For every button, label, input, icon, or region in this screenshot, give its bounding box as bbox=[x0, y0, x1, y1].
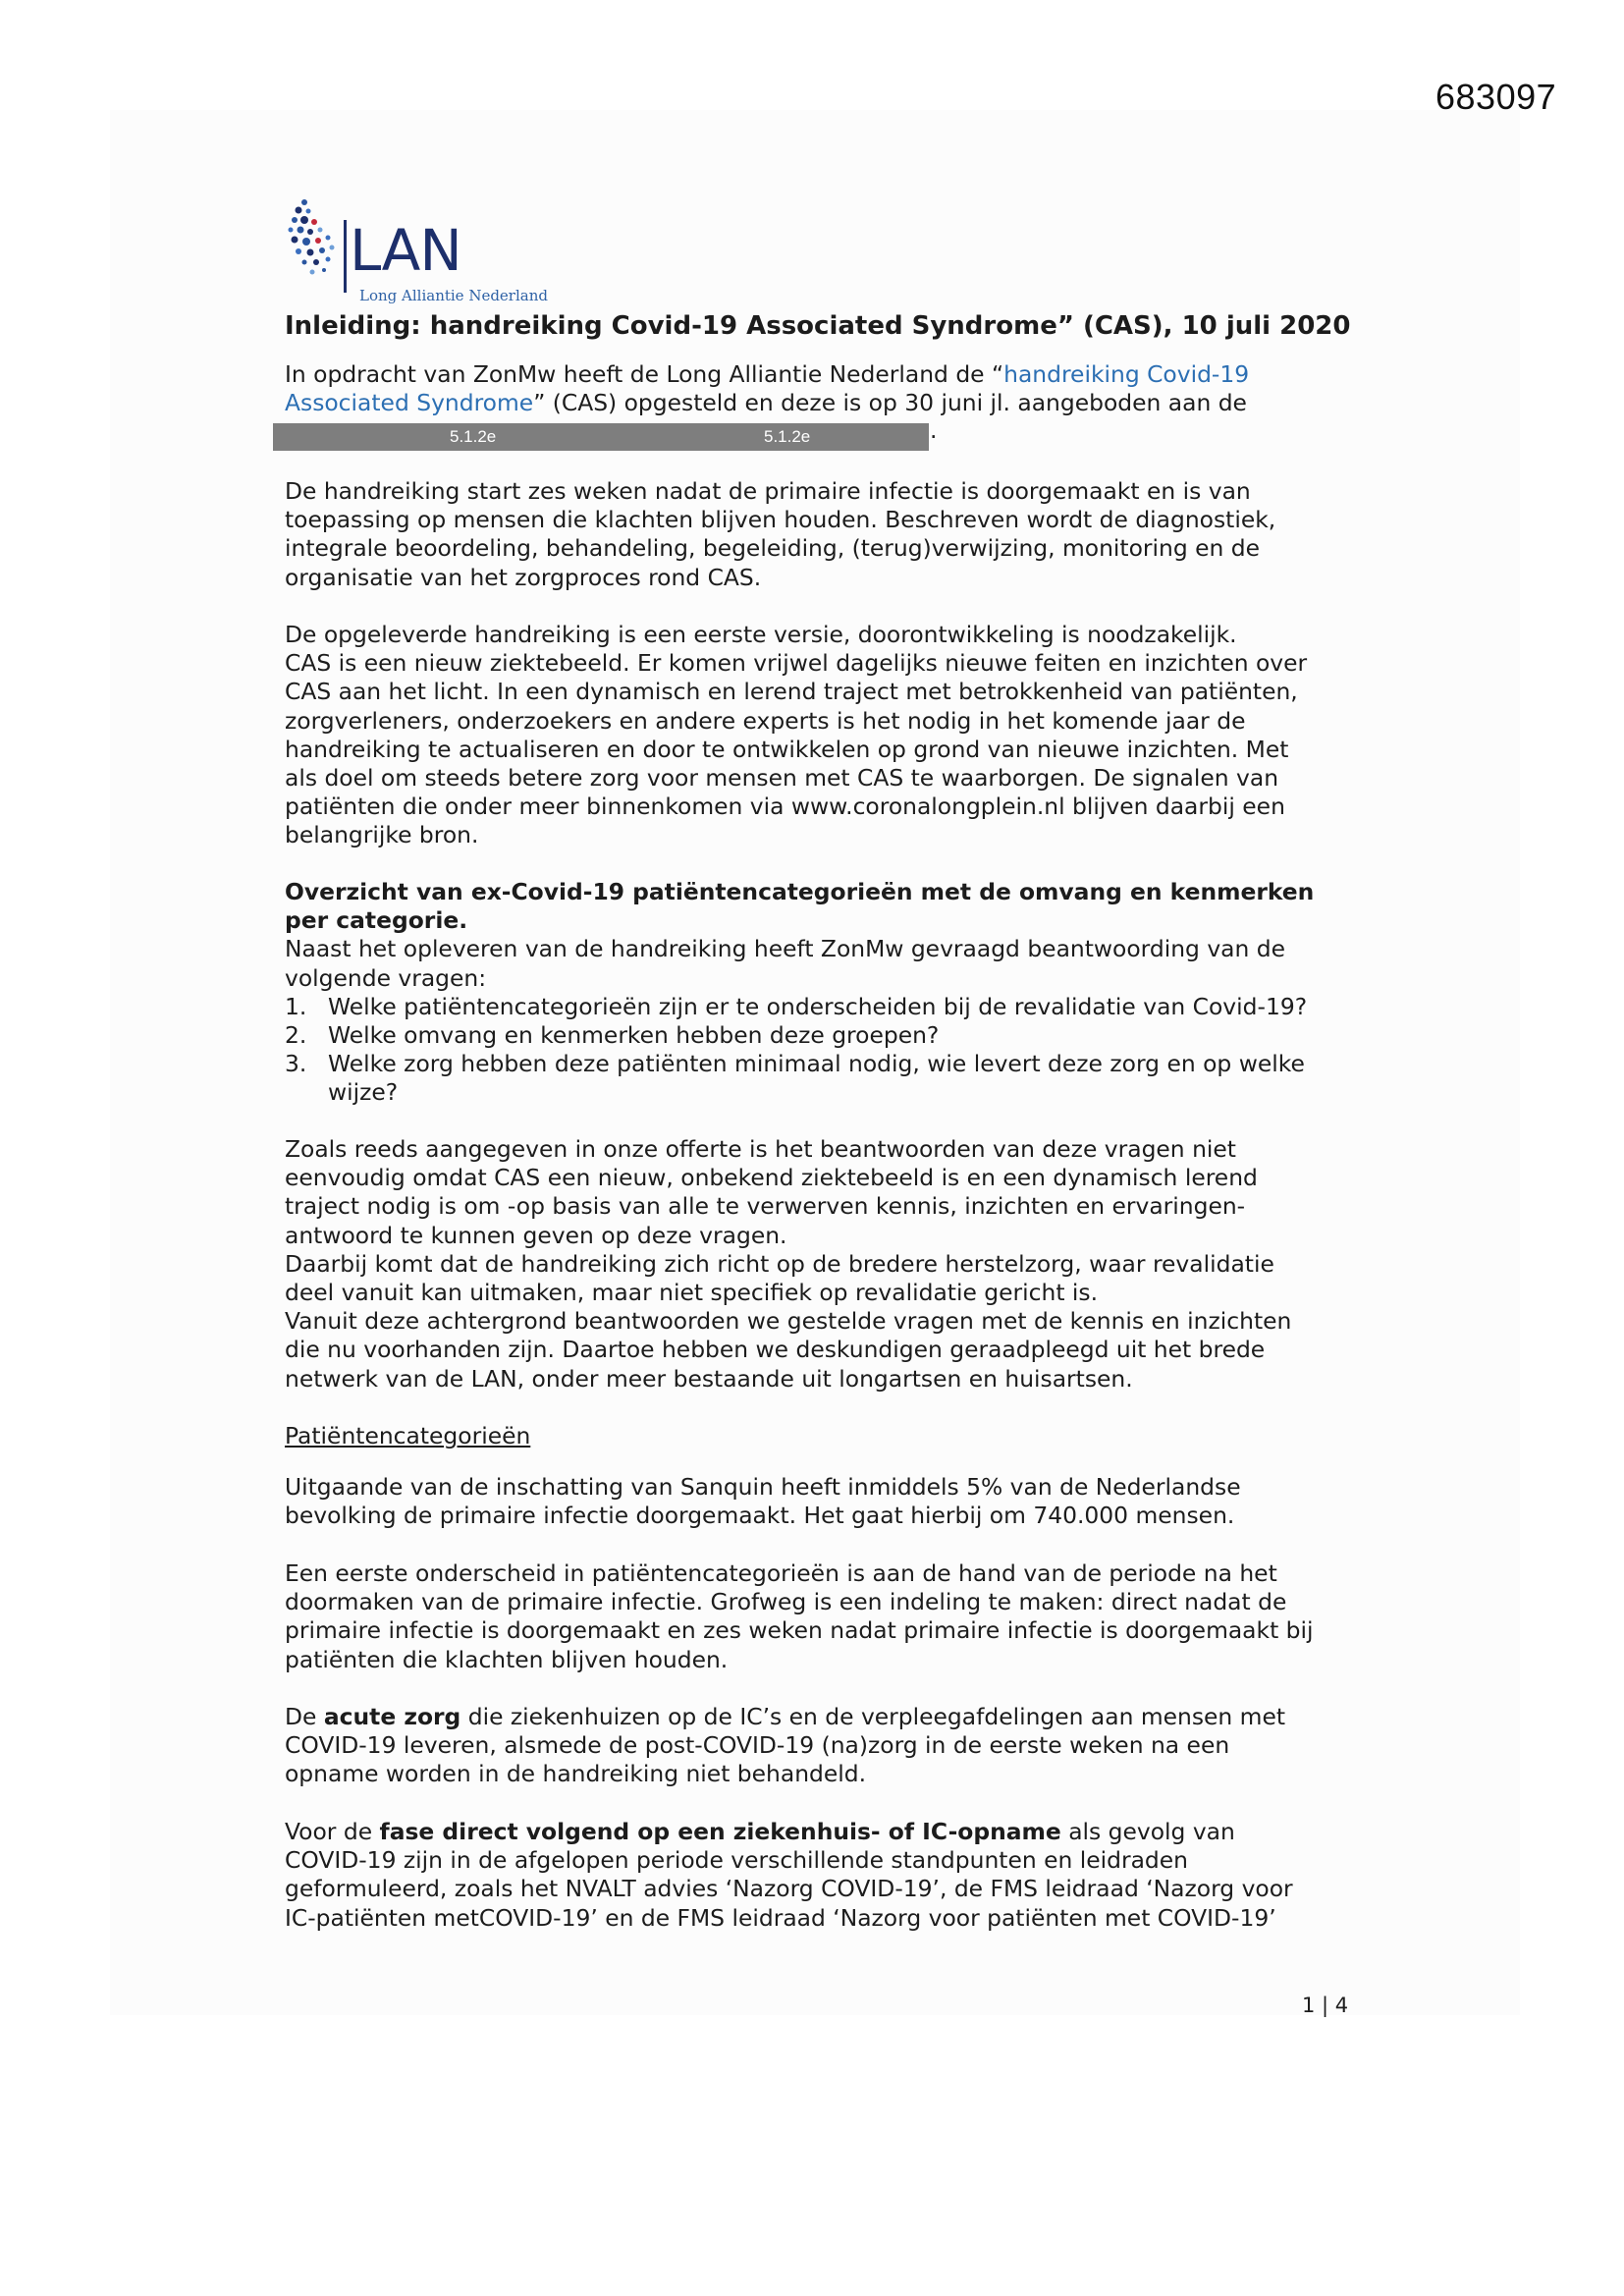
text-line: die nu voorhanden zijn. Daartoe hebben we deskundigen geraadpleegd uit het brede bbox=[285, 1336, 1266, 1364]
text-line: deel vanuit kan uitmaken, maar niet specifiek op revalidatie gericht is. bbox=[285, 1278, 1099, 1306]
logo-wordmark: LAN bbox=[350, 217, 461, 284]
intro-text: ” (CAS) opgesteld en deze is op 30 juni jl. aangeboden aan de bbox=[533, 389, 1247, 417]
text-line bbox=[285, 1818, 1355, 1846]
text-line: netwerk van de LAN, onder meer bestaande uit longartsen en huisartsen. bbox=[285, 1364, 1133, 1393]
question-text: Welke zorg hebben deze patiënten minimaal nodig, wie levert deze zorg en op welke bbox=[328, 1050, 1305, 1078]
paragraph-scope bbox=[285, 477, 1355, 592]
text-line bbox=[285, 1703, 1355, 1731]
question-text: Welke omvang en kenmerken hebben deze groepen? bbox=[328, 1020, 940, 1049]
section-heading-continued: per categorie. bbox=[285, 906, 468, 935]
paragraph-distinction bbox=[285, 1559, 1355, 1674]
subheading-block bbox=[285, 1422, 1355, 1450]
redaction-code-1: 5.1.2e bbox=[450, 427, 497, 446]
text-line: patiënten die onder meer binnenkomen via www.coronalongplein.nl blijven daarbij een bbox=[285, 793, 1285, 821]
question-number: 2. bbox=[285, 1020, 307, 1049]
question-item bbox=[285, 1050, 1355, 1078]
text-line: Een eerste onderscheid in patiëntencategorieën is aan de hand van de periode na het bbox=[285, 1559, 1277, 1587]
question-number: 3. bbox=[285, 1050, 307, 1078]
question-text: wijze? bbox=[328, 1078, 399, 1107]
text-line: De handreiking start zes weken nadat de primaire infectie is doorgemaakt en is van bbox=[285, 477, 1251, 505]
text-line: CAS aan het licht. In een dynamisch en lerend traject met betrokkenheid van patiënten, bbox=[285, 678, 1298, 706]
text-line: handreiking te actualiseren en door te ontwikkelen op grond van nieuwe inzichten. Met bbox=[285, 735, 1289, 763]
text-line: Zoals reeds aangegeven in onze offerte is het beantwoorden van deze vragen niet bbox=[285, 1135, 1236, 1163]
text-line: COVID-19 leveren, alsmede de post-COVID-19 (na)zorg in de eerste weken na een bbox=[285, 1731, 1230, 1760]
page-number: 1 | 4 bbox=[1302, 1994, 1349, 2017]
text-line: Naast het opleveren van de handreiking heeft ZonMw gevraagd beantwoording van de bbox=[285, 935, 1285, 963]
text-line: belangrijke bron. bbox=[285, 821, 479, 849]
logo-dots-icon bbox=[287, 196, 346, 291]
redaction-code-2: 5.1.2e bbox=[764, 427, 811, 446]
document-number: 683097 bbox=[1435, 77, 1557, 117]
redaction-period: . bbox=[930, 416, 938, 444]
paragraph-sanquin bbox=[285, 1473, 1355, 1530]
logo-subtitle: Long Alliantie Nederland bbox=[359, 287, 548, 304]
section-overview bbox=[285, 878, 1355, 1108]
text-line: bevolking de primaire infectie doorgemaakt. Het gaat hierbij om 740.000 mensen. bbox=[285, 1502, 1235, 1530]
intro-line-1 bbox=[285, 360, 1355, 389]
text-span: De bbox=[285, 1703, 324, 1730]
text-line: Vanuit deze achtergrond beantwoorden we gestelde vragen met de kennis en inzichten bbox=[285, 1307, 1292, 1336]
text-line: primaire infectie is doorgemaakt en zes weken nadat primaire infectie is doorgemaakt bij bbox=[285, 1616, 1314, 1645]
question-item bbox=[285, 993, 1355, 1021]
paragraph-development bbox=[285, 621, 1355, 850]
lan-logo bbox=[287, 196, 571, 306]
section-heading: Overzicht van ex-Covid-19 patiëntencategorieën met de omvang en kenmerken bbox=[285, 878, 1315, 905]
paragraph-approach bbox=[285, 1135, 1355, 1394]
page-title: Inleiding: handreiking Covid-19 Associated Syndrome” (CAS), 10 juli 2020 bbox=[285, 311, 1351, 341]
text-line: zorgverleners, onderzoekers en andere experts is het nodig in het komende jaar de bbox=[285, 706, 1246, 735]
text-span: als gevolg van bbox=[1060, 1818, 1235, 1845]
question-number: 1. bbox=[285, 992, 307, 1020]
text-line: Uitgaande van de inschatting van Sanquin heeft inmiddels 5% van de Nederlandse bbox=[285, 1473, 1241, 1501]
text-line: COVID-19 zijn in de afgelopen periode verschillende standpunten en leidraden bbox=[285, 1846, 1188, 1875]
handreiking-link[interactable]: handreiking Covid-19 bbox=[1003, 360, 1250, 388]
text-span: Voor de bbox=[285, 1818, 380, 1845]
text-line: organisatie van het zorgproces rond CAS. bbox=[285, 563, 762, 591]
handreiking-link-continued[interactable]: Associated Syndrome bbox=[285, 389, 534, 417]
bold-text: acute zorg bbox=[323, 1703, 461, 1730]
text-line: IC-patiënten metCOVID-19’ en de FMS leidraad ‘Nazorg voor patiënten met COVID-19’ bbox=[285, 1903, 1276, 1932]
intro-line-2 bbox=[285, 389, 1355, 417]
logo-divider bbox=[344, 220, 347, 293]
intro-text: In opdracht van ZonMw heeft de Long Alliantie Nederland de “ bbox=[285, 360, 1004, 388]
text-line: als doel om steeds betere zorg voor mensen met CAS te waarborgen. De signalen van bbox=[285, 763, 1279, 792]
redaction-bar bbox=[273, 423, 929, 451]
question-item bbox=[285, 1078, 1355, 1107]
bold-text: fase direct volgend op een ziekenhuis- of IC-opname bbox=[379, 1818, 1061, 1845]
text-line: Daarbij komt dat de handreiking zich richt op de bredere herstelzorg, waar revalidatie bbox=[285, 1249, 1274, 1278]
text-line: opname worden in de handreiking niet behandeld. bbox=[285, 1760, 867, 1788]
paragraph-follow-up-phase bbox=[285, 1818, 1355, 1933]
text-line: traject nodig is om -op basis van alle te verwerven kennis, inzichten en ervaringen- bbox=[285, 1192, 1246, 1221]
text-line: De opgeleverde handreiking is een eerste versie, doorontwikkeling is noodzakelijk. bbox=[285, 621, 1237, 648]
text-span: die ziekenhuizen op de IC’s en de verpleegafdelingen aan mensen met bbox=[460, 1703, 1286, 1730]
text-line: volgende vragen: bbox=[285, 963, 487, 992]
text-line: doormaken van de primaire infectie. Grofweg is een indeling te maken: direct nadat de bbox=[285, 1588, 1287, 1616]
question-text: Welke patiëntencategorieën zijn er te onderscheiden bij de revalidatie van Covid-19? bbox=[328, 992, 1308, 1020]
text-line: toepassing op mensen die klachten blijven houden. Beschreven wordt de diagnostiek, bbox=[285, 506, 1276, 534]
text-line: integrale beoordeling, behandeling, begeleiding, (terug)verwijzing, monitoring en de bbox=[285, 534, 1261, 563]
text-line: antwoord te kunnen geven op deze vragen. bbox=[285, 1221, 787, 1249]
question-item bbox=[285, 1021, 1355, 1050]
text-line: CAS is een nieuw ziektebeeld. Er komen vrijwel dagelijks nieuwe feiten en inzichten over bbox=[285, 649, 1308, 678]
paragraph-acute-care bbox=[285, 1703, 1355, 1789]
text-line: patiënten die klachten blijven houden. bbox=[285, 1645, 729, 1673]
text-line: eenvoudig omdat CAS een nieuw, onbekend ziektebeeld is en een dynamisch lerend bbox=[285, 1164, 1258, 1192]
subheading-patient-categories: Patiëntencategorieën bbox=[285, 1422, 531, 1449]
intro-paragraph bbox=[285, 360, 1355, 417]
text-line: geformuleerd, zoals het NVALT advies ‘Nazorg COVID-19’, de FMS leidraad ‘Nazorg voor bbox=[285, 1875, 1293, 1903]
